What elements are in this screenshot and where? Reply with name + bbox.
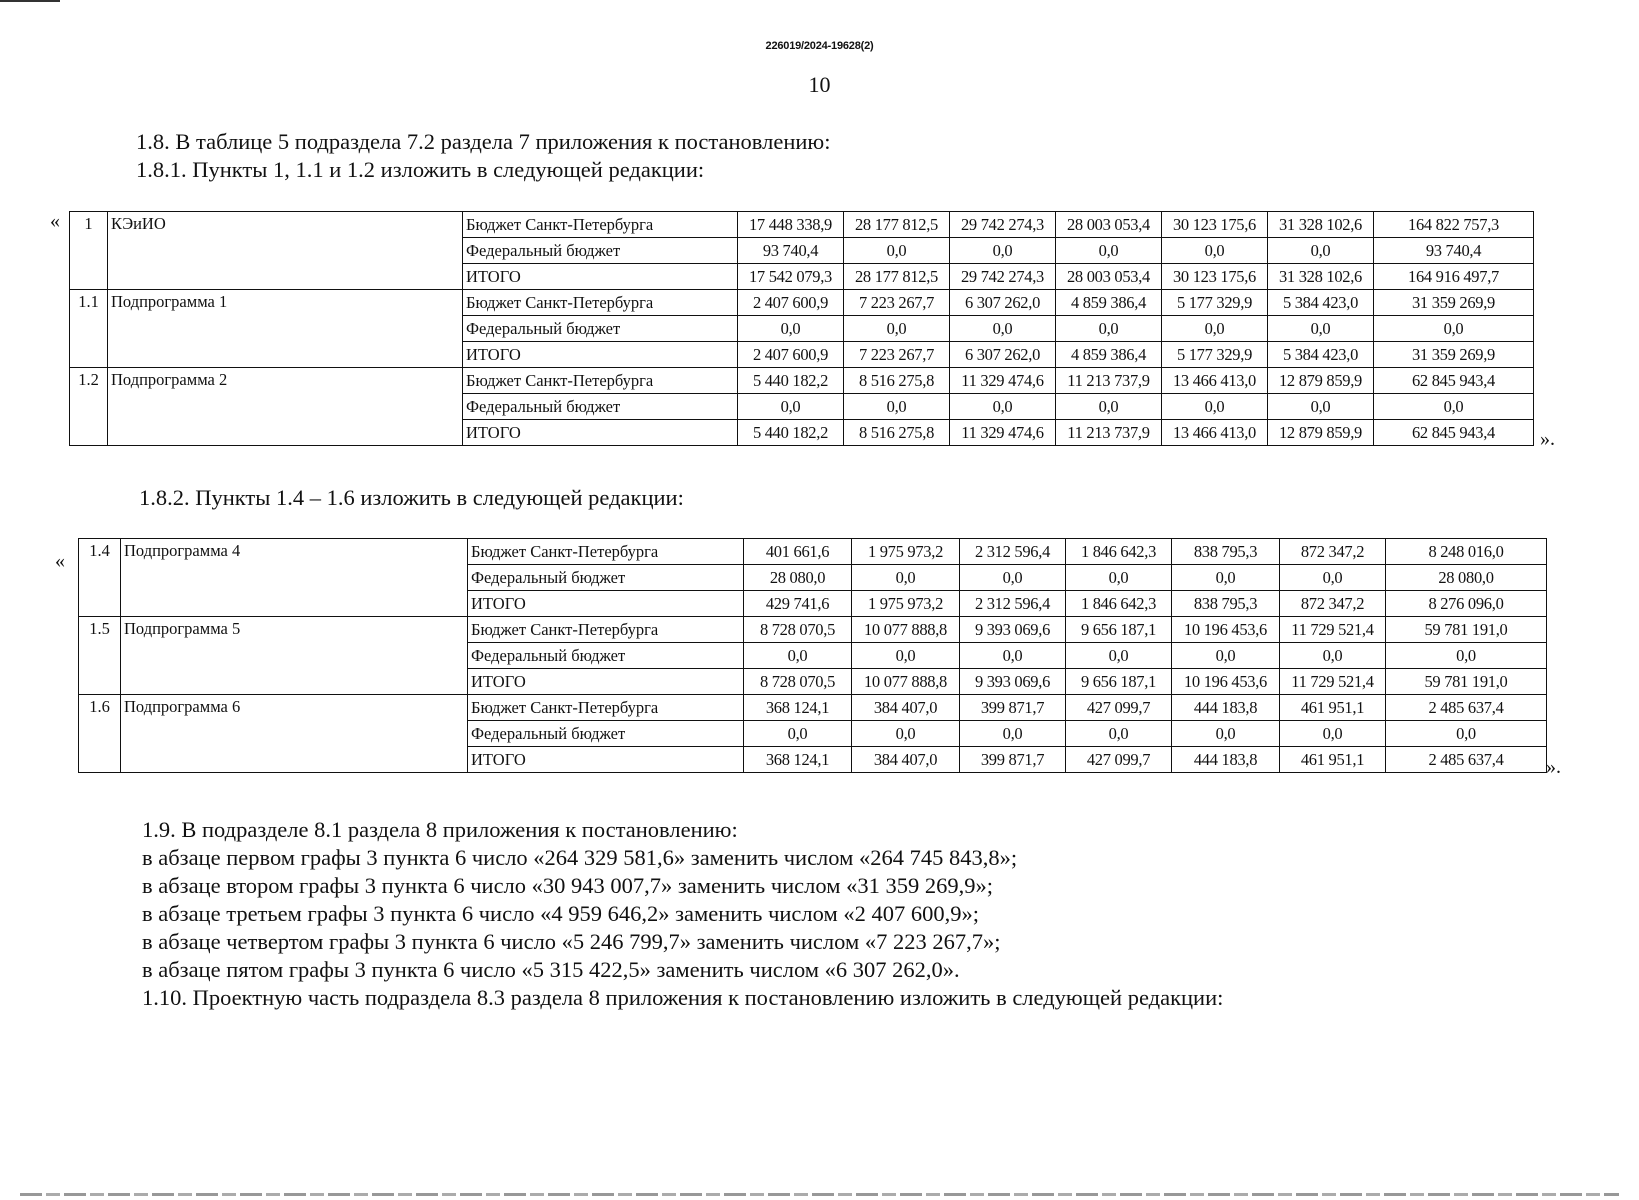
table-row [70,212,1534,238]
total-amount-cell: 93 740,4 [1374,238,1534,264]
table-row [70,290,1534,316]
amount-cell: 384 407,0 [852,747,960,773]
amount-cell: 30 123 175,6 [1162,212,1268,238]
amount-cell: 0,0 [844,238,950,264]
amount-cell: 28 177 812,5 [844,212,950,238]
item-code: 1 [70,212,108,290]
amount-cell: 0,0 [1172,721,1280,747]
paragraph-1-8: 1.8. В таблице 5 подраздела 7.2 раздела 7 приложения к постановлению: [136,129,831,154]
amount-cell: 0,0 [1066,643,1172,669]
amount-cell: 0,0 [1056,316,1162,342]
item-name: Подпрограмма 2 [108,368,463,446]
total-amount-cell: 0,0 [1386,721,1547,747]
amount-cell: 1 846 642,3 [1066,539,1172,565]
amount-cell: 5 440 182,2 [738,368,844,394]
funding-source: ИТОГО [468,747,744,773]
total-amount-cell: 62 845 943,4 [1374,420,1534,446]
item-code: 1.1 [70,290,108,368]
amount-cell: 28 177 812,5 [844,264,950,290]
amount-cell: 5 384 423,0 [1268,342,1374,368]
amount-cell: 11 329 474,6 [950,420,1056,446]
total-amount-cell: 31 359 269,9 [1374,290,1534,316]
amount-cell: 10 077 888,8 [852,617,960,643]
amount-cell: 0,0 [1172,643,1280,669]
funding-source: Федеральный бюджет [463,238,738,264]
close-quote: ». [1546,756,1561,778]
table-row [70,368,1534,394]
funding-source: ИТОГО [463,420,738,446]
total-amount-cell: 31 359 269,9 [1374,342,1534,368]
amount-cell: 0,0 [852,721,960,747]
open-quote: « [55,550,65,572]
amount-cell: 17 542 079,3 [738,264,844,290]
amount-cell: 11 729 521,4 [1280,617,1386,643]
close-quote: ». [1540,428,1555,450]
amount-cell: 12 879 859,9 [1268,420,1374,446]
item-code: 1.4 [79,539,121,617]
amount-cell: 10 196 453,6 [1172,669,1280,695]
amount-cell: 31 328 102,6 [1268,264,1374,290]
amount-cell: 368 124,1 [744,695,852,721]
paragraph-1-9-a: в абзаце первом графы 3 пункта 6 число «264 329 581,6» заменить числом «264 745 843,8»; [142,845,1018,870]
item-name: Подпрограмма 4 [121,539,468,617]
amount-cell: 838 795,3 [1172,539,1280,565]
total-amount-cell: 164 822 757,3 [1374,212,1534,238]
amount-cell: 10 077 888,8 [852,669,960,695]
funding-source: Бюджет Санкт-Петербурга [468,695,744,721]
amount-cell: 4 859 386,4 [1056,342,1162,368]
amount-cell: 5 384 423,0 [1268,290,1374,316]
total-amount-cell: 59 781 191,0 [1386,669,1547,695]
amount-cell: 0,0 [738,316,844,342]
total-amount-cell: 0,0 [1386,643,1547,669]
amount-cell: 93 740,4 [738,238,844,264]
table-row [79,539,1547,565]
amount-cell: 13 466 413,0 [1162,368,1268,394]
amount-cell: 8 516 275,8 [844,368,950,394]
item-name: Подпрограмма 6 [121,695,468,773]
amount-cell: 0,0 [950,316,1056,342]
table-row [79,695,1547,721]
item-code: 1.5 [79,617,121,695]
amount-cell: 13 466 413,0 [1162,420,1268,446]
funding-source: Бюджет Санкт-Петербурга [468,539,744,565]
funding-source: Бюджет Санкт-Петербурга [468,617,744,643]
amount-cell: 10 196 453,6 [1172,617,1280,643]
funding-source: Федеральный бюджет [468,565,744,591]
budget-table-2 [78,538,1547,773]
scan-edge-mark [20,1193,1619,1196]
amount-cell: 30 123 175,6 [1162,264,1268,290]
total-amount-cell: 62 845 943,4 [1374,368,1534,394]
document-number: 226019/2024-19628(2) [765,40,874,52]
amount-cell: 28 003 053,4 [1056,212,1162,238]
amount-cell: 17 448 338,9 [738,212,844,238]
amount-cell: 6 307 262,0 [950,342,1056,368]
amount-cell: 9 393 069,6 [960,617,1066,643]
table-row [79,617,1547,643]
amount-cell: 11 213 737,9 [1056,368,1162,394]
amount-cell: 1 975 973,2 [852,539,960,565]
amount-cell: 427 099,7 [1066,695,1172,721]
amount-cell: 0,0 [1268,394,1374,420]
item-name: КЭиИО [108,212,463,290]
amount-cell: 0,0 [1172,565,1280,591]
total-amount-cell: 8 276 096,0 [1386,591,1547,617]
open-quote: « [50,210,60,232]
amount-cell: 5 177 329,9 [1162,342,1268,368]
amount-cell: 2 312 596,4 [960,591,1066,617]
funding-source: ИТОГО [468,591,744,617]
amount-cell: 29 742 274,3 [950,212,1056,238]
total-amount-cell: 164 916 497,7 [1374,264,1534,290]
amount-cell: 0,0 [950,394,1056,420]
amount-cell: 9 656 187,1 [1066,617,1172,643]
amount-cell: 401 661,6 [744,539,852,565]
item-code: 1.6 [79,695,121,773]
funding-source: Бюджет Санкт-Петербурга [463,368,738,394]
budget-table-1 [69,211,1534,446]
amount-cell: 5 440 182,2 [738,420,844,446]
funding-source: ИТОГО [468,669,744,695]
paragraph-1-9-b: в абзаце втором графы 3 пункта 6 число «30 943 007,7» заменить числом «31 359 269,9»; [142,873,993,898]
item-name: Подпрограмма 1 [108,290,463,368]
amount-cell: 5 177 329,9 [1162,290,1268,316]
amount-cell: 29 742 274,3 [950,264,1056,290]
amount-cell: 12 879 859,9 [1268,368,1374,394]
amount-cell: 872 347,2 [1280,591,1386,617]
amount-cell: 0,0 [950,238,1056,264]
funding-source: Бюджет Санкт-Петербурга [463,290,738,316]
amount-cell: 872 347,2 [1280,539,1386,565]
total-amount-cell: 59 781 191,0 [1386,617,1547,643]
amount-cell: 1 975 973,2 [852,591,960,617]
amount-cell: 8 728 070,5 [744,669,852,695]
amount-cell: 0,0 [1280,721,1386,747]
amount-cell: 0,0 [744,643,852,669]
amount-cell: 31 328 102,6 [1268,212,1374,238]
amount-cell: 0,0 [1268,316,1374,342]
amount-cell: 0,0 [1280,565,1386,591]
amount-cell: 461 951,1 [1280,695,1386,721]
item-code: 1.2 [70,368,108,446]
paragraph-1-9-c: в абзаце третьем графы 3 пункта 6 число «4 959 646,2» заменить числом «2 407 600,9»; [142,901,979,926]
amount-cell: 0,0 [1162,238,1268,264]
amount-cell: 2 407 600,9 [738,342,844,368]
amount-cell: 11 213 737,9 [1056,420,1162,446]
amount-cell: 444 183,8 [1172,695,1280,721]
amount-cell: 28 080,0 [744,565,852,591]
amount-cell: 0,0 [1056,238,1162,264]
amount-cell: 0,0 [1280,643,1386,669]
amount-cell: 0,0 [960,721,1066,747]
paragraph-1-8-1: 1.8.1. Пункты 1, 1.1 и 1.2 изложить в следующей редакции: [136,157,705,182]
total-amount-cell: 28 080,0 [1386,565,1547,591]
paragraph-1-8-2: 1.8.2. Пункты 1.4 – 1.6 изложить в следующей редакции: [139,485,684,510]
amount-cell: 8 728 070,5 [744,617,852,643]
funding-source: Федеральный бюджет [463,316,738,342]
amount-cell: 0,0 [960,565,1066,591]
amount-cell: 2 312 596,4 [960,539,1066,565]
total-amount-cell: 0,0 [1374,316,1534,342]
paragraph-1-9: 1.9. В подразделе 8.1 раздела 8 приложения к постановлению: [142,817,738,842]
amount-cell: 427 099,7 [1066,747,1172,773]
amount-cell: 0,0 [1056,394,1162,420]
funding-source: Федеральный бюджет [463,394,738,420]
amount-cell: 0,0 [844,394,950,420]
amount-cell: 11 729 521,4 [1280,669,1386,695]
amount-cell: 399 871,7 [960,695,1066,721]
amount-cell: 0,0 [852,643,960,669]
amount-cell: 4 859 386,4 [1056,290,1162,316]
amount-cell: 0,0 [852,565,960,591]
amount-cell: 0,0 [1162,394,1268,420]
total-amount-cell: 0,0 [1374,394,1534,420]
paragraph-1-10: 1.10. Проектную часть подраздела 8.3 раздела 8 приложения к постановлению изложить в следующей редакции: [142,985,1224,1010]
item-name: Подпрограмма 5 [121,617,468,695]
amount-cell: 0,0 [738,394,844,420]
total-amount-cell: 2 485 637,4 [1386,747,1547,773]
amount-cell: 0,0 [844,316,950,342]
amount-cell: 0,0 [1268,238,1374,264]
amount-cell: 1 846 642,3 [1066,591,1172,617]
funding-source: Федеральный бюджет [468,643,744,669]
funding-source: Бюджет Санкт-Петербурга [463,212,738,238]
funding-source: ИТОГО [463,342,738,368]
amount-cell: 399 871,7 [960,747,1066,773]
amount-cell: 429 741,6 [744,591,852,617]
total-amount-cell: 2 485 637,4 [1386,695,1547,721]
amount-cell: 368 124,1 [744,747,852,773]
amount-cell: 6 307 262,0 [950,290,1056,316]
scan-edge-mark [0,0,60,2]
paragraph-1-9-d: в абзаце четвертом графы 3 пункта 6 число «5 246 799,7» заменить числом «7 223 267,7»; [142,929,1001,954]
amount-cell: 461 951,1 [1280,747,1386,773]
amount-cell: 9 656 187,1 [1066,669,1172,695]
amount-cell: 9 393 069,6 [960,669,1066,695]
amount-cell: 0,0 [1066,721,1172,747]
amount-cell: 444 183,8 [1172,747,1280,773]
funding-source: Федеральный бюджет [468,721,744,747]
amount-cell: 7 223 267,7 [844,342,950,368]
amount-cell: 838 795,3 [1172,591,1280,617]
amount-cell: 0,0 [960,643,1066,669]
amount-cell: 384 407,0 [852,695,960,721]
amount-cell: 0,0 [1066,565,1172,591]
total-amount-cell: 8 248 016,0 [1386,539,1547,565]
amount-cell: 28 003 053,4 [1056,264,1162,290]
funding-source: ИТОГО [463,264,738,290]
paragraph-1-9-e: в абзаце пятом графы 3 пункта 6 число «5 315 422,5» заменить числом «6 307 262,0». [142,957,960,982]
amount-cell: 8 516 275,8 [844,420,950,446]
page-number: 10 [808,72,831,97]
amount-cell: 2 407 600,9 [738,290,844,316]
amount-cell: 0,0 [744,721,852,747]
amount-cell: 7 223 267,7 [844,290,950,316]
amount-cell: 11 329 474,6 [950,368,1056,394]
amount-cell: 0,0 [1162,316,1268,342]
